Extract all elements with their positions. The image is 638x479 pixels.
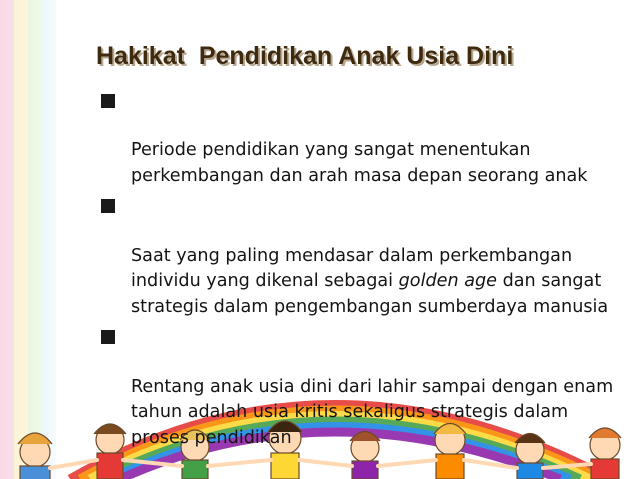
bullet-text: Rentang anak usia dini dari lahir sampai dengan enam tahun adalah usia kritis sekaligus strategis dalam proses pendidikan [131,376,614,448]
bullet-text-part: Saat yang paling mendasar dalam perkembangan individu yang dikenal sebagai [131,245,573,292]
bullet-item [100,192,615,320]
square-bullet-icon [101,199,115,213]
bullet-item [100,323,615,451]
bullet-text: Periode pendidikan yang sangat menentukan perkembangan dan arah masa depan seorang anak [131,140,588,186]
square-bullet-icon [101,330,115,344]
bullet-item [100,87,615,189]
slide-title: Hakikat Pendidikan Anak Usia Dini [96,42,514,70]
bullet-emphasis: golden age [398,271,497,292]
square-bullet-icon [101,94,115,108]
bullet-text-part: dan sangat strategis dalam pengembangan sumberdaya manusia [131,271,609,317]
bullet-text [131,246,608,317]
bullet-list [100,87,615,454]
